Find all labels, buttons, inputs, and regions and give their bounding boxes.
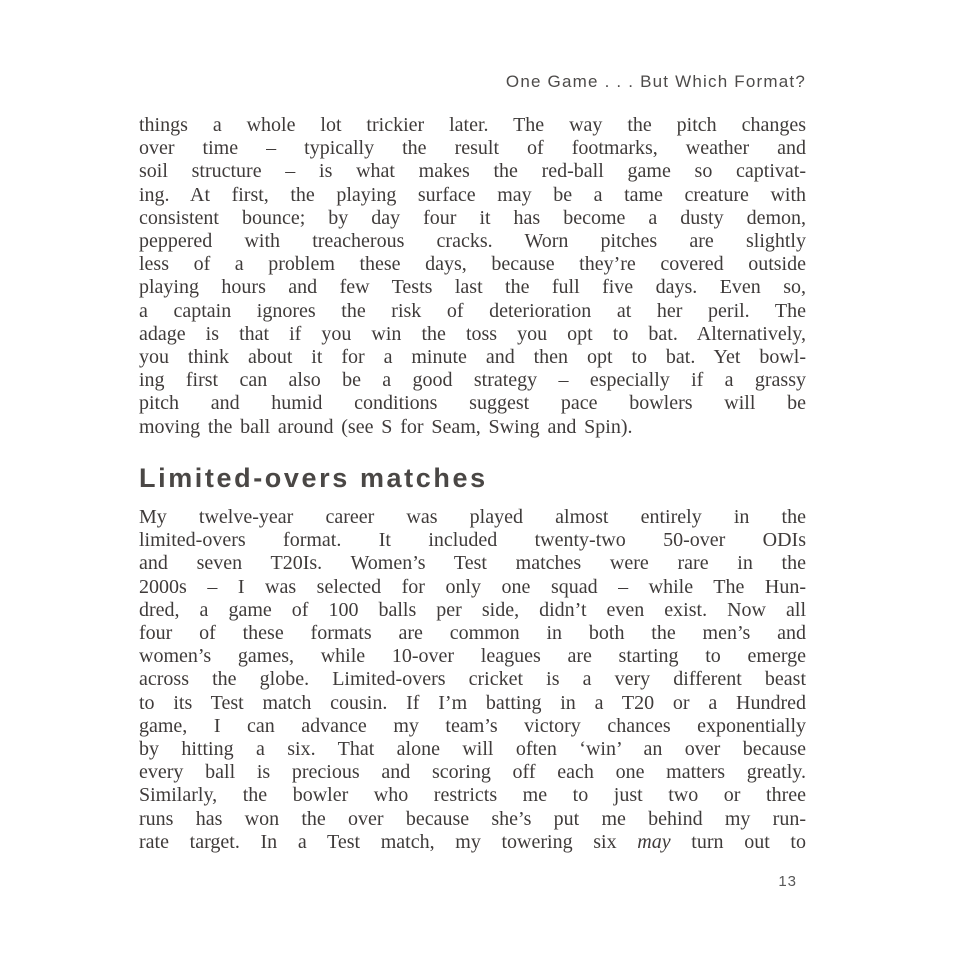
- body-text: runs has won the over because she’s put me behind my run-: [139, 807, 806, 830]
- text-line: [139, 276, 806, 299]
- text-line: [139, 137, 806, 160]
- body-text: consistent bounce; by day four it has become a dusty demon,: [139, 206, 806, 229]
- body-text: Similarly, the bowler who restricts me to just two or three: [139, 784, 806, 807]
- text-line: [139, 160, 806, 183]
- body-text: My twelve-year career was played almost entirely in the: [139, 506, 806, 528]
- text-line: [139, 808, 806, 831]
- body-text: dred, a game of 100 balls per side, didn’t even exist. Now all: [139, 598, 806, 621]
- body-text: you think about it for a minute and then opt to bat. Yet bowl-: [139, 346, 806, 369]
- text-line: [139, 761, 806, 784]
- body-text: across the globe. Limited-overs cricket is a very different beast: [139, 668, 806, 691]
- body-text: 2000s – I was selected for only one squad – while The Hun-: [139, 575, 806, 598]
- page-number: 13: [778, 873, 797, 890]
- text-line: [139, 416, 806, 439]
- text-line: [139, 576, 806, 599]
- text-line: [139, 784, 806, 807]
- text-line: [139, 831, 806, 854]
- body-text: rate target. In a Test match, my towering six: [139, 830, 638, 853]
- body-text: less of a problem these days, because they’re covered outside: [139, 253, 806, 276]
- body-text: limited-overs format. It included twenty-two 50-over ODIs: [139, 529, 806, 552]
- text-line: [139, 230, 806, 253]
- text-line: [139, 369, 806, 392]
- text-line: [139, 715, 806, 738]
- text-line: [139, 692, 806, 715]
- body-text: soil structure – is what makes the red-ball game so captivat-: [139, 160, 806, 183]
- text-line: [139, 738, 806, 761]
- body-text: playing hours and few Tests last the full five days. Even so,: [139, 276, 806, 299]
- text-line: [139, 645, 806, 668]
- text-line: [139, 114, 806, 137]
- paragraph-1: [139, 114, 806, 439]
- text-line: [139, 599, 806, 622]
- body-text: turn out to: [670, 830, 806, 853]
- text-line: [139, 668, 806, 691]
- paragraph-2: [139, 506, 806, 854]
- text-line: [139, 506, 806, 529]
- text-line: [139, 323, 806, 346]
- text-line: [139, 207, 806, 230]
- body-text: a captain ignores the risk of deterioration at her peril. The: [139, 299, 806, 322]
- body-text: by hitting a six. That alone will often ‘win’ an over because: [139, 738, 806, 761]
- body-text: women’s games, while 10-over leagues are starting to emerge: [139, 645, 806, 668]
- body-text: ing first can also be a good strategy – especially if a grassy: [139, 369, 806, 392]
- text-line: [139, 346, 806, 369]
- italic-text: may: [637, 830, 671, 853]
- body-text: pitch and humid conditions suggest pace bowlers will be: [139, 392, 806, 415]
- section-heading: Limited-overs matches: [139, 463, 488, 493]
- text-line: [139, 253, 806, 276]
- body-text: things a whole lot trickier later. The way the pitch changes: [139, 114, 806, 136]
- text-line: [139, 529, 806, 552]
- body-text: game, I can advance my team’s victory chances exponentially: [139, 714, 806, 737]
- body-text: adage is that if you win the toss you opt to bat. Alternatively,: [139, 322, 806, 345]
- running-header: One Game . . . But Which Format?: [505, 72, 806, 91]
- body-text: ing. At first, the playing surface may be a tame creature with: [139, 183, 806, 206]
- text-line: [139, 392, 806, 415]
- body-text: peppered with treacherous cracks. Worn pitches are slightly: [139, 230, 806, 253]
- body-text: every ball is precious and scoring off each one matters greatly.: [139, 761, 806, 784]
- body-text: and seven T20Is. Women’s Test matches were rare in the: [139, 552, 806, 575]
- text-line: [139, 300, 806, 323]
- body-text: four of these formats are common in both the men’s and: [139, 622, 806, 645]
- body-text: to its Test match cousin. If I’m batting in a T20 or a Hundred: [139, 691, 806, 714]
- text-line: [139, 552, 806, 575]
- body-text: over time – typically the result of footmarks, weather and: [139, 137, 806, 160]
- text-line: [139, 622, 806, 645]
- body-text: moving the ball around (see S for Seam, Swing and Spin).: [139, 415, 633, 438]
- text-line: [139, 184, 806, 207]
